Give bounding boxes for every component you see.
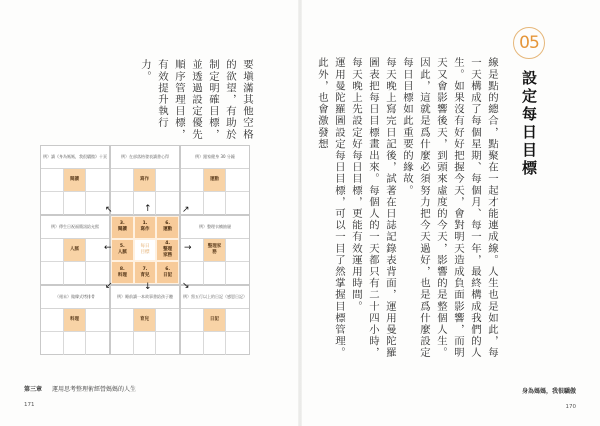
paragraph: 每天晚上寫完日記後，試著在日誌記錄表背面，運用曼陀羅圖表把每日目標畫出來。每個人的一天都只有二十四小時，每天晚上先設定好每日目標，更能有效運用時間。	[350, 57, 396, 359]
mandala-chart	[40, 145, 250, 355]
mandala-block	[180, 145, 250, 215]
block-header: 例）睡前讀一本故事書給孩子聽	[111, 286, 179, 309]
arrow-left-icon: ←	[104, 243, 112, 253]
chapter-number: 05	[519, 33, 539, 53]
center-cell: 6. 運動	[156, 216, 179, 239]
block-key: 整理家務	[204, 239, 227, 262]
block-key: 人脈	[64, 239, 87, 262]
page-number-left: 171	[24, 402, 35, 408]
center-cell: 4. 整理家務	[156, 239, 179, 262]
block-key: 運動	[204, 169, 227, 192]
block-key: 寫作	[134, 169, 157, 192]
arrow-down-right-icon: ↘	[182, 281, 190, 291]
mandala-center-block	[110, 215, 180, 285]
center-cell: 6. 日記	[156, 261, 179, 284]
left-page-body	[139, 48, 255, 148]
chapter-number-badge	[513, 27, 545, 59]
page-number-right: 170	[565, 404, 576, 410]
mandala-block	[180, 285, 250, 355]
block-header: 例）在部落格發表讀書心得	[111, 146, 179, 169]
footer-chapter: 第三章	[24, 386, 43, 393]
block-key: 日記	[204, 309, 227, 332]
block-header: 例）跟家健身 30 分鐘	[181, 146, 249, 169]
running-footer-left	[24, 384, 136, 393]
block-header: 例）傳生日祝福簡訊給允熙	[41, 216, 109, 239]
center-cell: 5. 人脈	[111, 239, 134, 262]
mandala-block	[40, 215, 110, 285]
arrow-up-icon: ↑	[144, 204, 152, 214]
running-footer-right: 身為媽媽，我很驕傲	[521, 388, 576, 395]
block-header: （週末）做韓式烤排骨	[41, 286, 109, 309]
center-cell: 3. 閱讀	[111, 216, 134, 239]
mandala-block	[40, 285, 110, 355]
paragraph: 線是點的總合，點聚在一起才能連成線。人生也是如此，每一天構成了每個星期、每個月、每一年，最終構成我們的人生。如果沒有好好把握今天，會對明天造成負面影響，而明天又會影響後天，到頭來虛度的今天，影響的是整個人生。因此，這就是爲什麼必須努力把今天過好，也是爲什麼設定每日目標如此重要的緣故。	[401, 57, 498, 359]
paragraph: 要塡滿其他空格的欲望，有助於制定明確目標，並透過設定優先順序管理目標，有效提升執行力。	[139, 59, 253, 141]
mandala-block	[110, 282, 180, 355]
block-key: 閱讀	[64, 169, 87, 192]
block-key: 料理	[64, 309, 87, 332]
arrow-up-left-icon: ↖	[105, 205, 113, 215]
right-page-body	[300, 46, 500, 361]
center-cell: 1. 寫作	[134, 216, 157, 239]
footer-title: 運用思考整理術經營媽媽的人生	[51, 386, 136, 393]
section-title: 設定每日目標	[520, 70, 538, 178]
center-cell: 7. 育兒	[134, 261, 157, 284]
arrow-down-left-icon: ↙	[105, 281, 113, 291]
arrow-up-right-icon: ↗	[182, 205, 190, 215]
center-core-cell: 每日目標	[134, 239, 157, 262]
block-header: 例）整理衣櫥抽屜	[181, 216, 249, 239]
arrow-down-icon: ↓	[144, 282, 152, 292]
block-header: 例）寫五行以上的日記（感恩日記）	[181, 286, 249, 309]
mandala-block	[40, 145, 110, 215]
center-cell: 8. 料理	[111, 261, 134, 284]
block-header: 例）讀《身為媽媽，我很驕傲》十頁	[41, 146, 109, 169]
arrow-right-icon: →	[184, 243, 192, 253]
block-key: 育兒	[134, 309, 157, 332]
paragraph: 運用曼陀羅圖設定每日目標，可以一目了然掌握目標管理。此外，也會激發想	[316, 57, 345, 359]
